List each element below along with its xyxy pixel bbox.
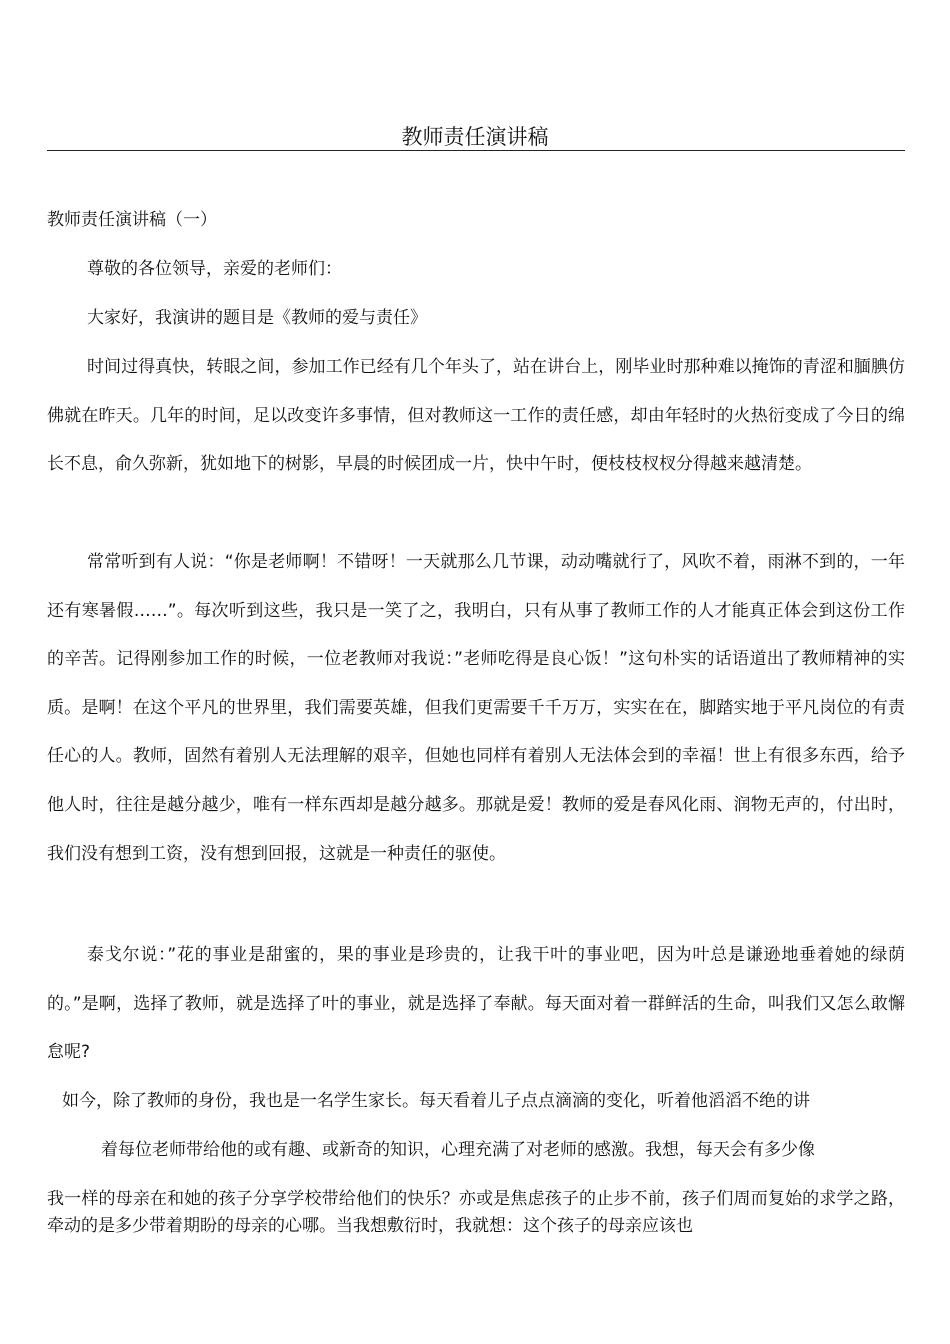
body-paragraph-time: 时间过得真快，转眼之间，参加工作已经有几个年头了，站在讲台上，刚毕业时那种难以掩饰的青涩和腼腆仿佛就在昨天。几年的时间，足以改变许多事情，但对教师这一工作的责任感，却由年轻时的火热衍变成了今日的绵长不息，俞久弥新，犹如地下的树影，早晨的时候团成一片，快中午时，便枝枝杈杈分得越来越清楚。 (47, 357, 905, 475)
greeting-paragraph: 大家好，我演讲的题目是《教师的爱与责任》 (87, 308, 427, 328)
body-paragraph-parent-line1: 如今，除了教师的身份，我也是一名学生家长。每天看着儿子点点滴滴的变化，听着他滔滔不绝的讲 (62, 1091, 810, 1111)
body-paragraph-responsibility: 常常听到有人说：“你是老师啊！不错呀！一天就那么几节课，动动嘴就行了，风吹不着，雨淋不到的，一年还有寒暑假……”。每次听到这些，我只是一笑了之，我明白，只有从事了教师工作的人才能真正体会到这份工作的辛苦。记得刚参加工作的时候，一位老教师对我说：”老师吃得是良心饭！”这句朴实的话语道出了教师精神的实质。是啊！在这个平凡的世界里，我们需要英雄，但我们更需要千千万万，实实在在，脚踏实地于平凡岗位的有责任心的人。教师，固然有着别人无法理解的艰辛，但她也同样有着别人无法体会到的幸福！世上有很多东西，给予他人时，往往是越分越少，唯有一样东西却是越分越多。那就是爱！教师的爱是春风化雨、润物无声的，付出时，我们没有想到工资，没有想到回报，这就是一种责任的驱使。 (47, 552, 905, 864)
section-heading: 教师责任演讲稿（一） (47, 210, 217, 230)
body-paragraph-parent-line2: 着每位老师带给他的或有趣、或新奇的知识，心理充满了对老师的感激。我想，每天会有多少像 (101, 1140, 815, 1160)
salutation-paragraph: 尊敬的各位领导，亲爱的老师们： (87, 259, 342, 279)
document-title: 教师责任演讲稿 (401, 125, 549, 149)
body-paragraph-tagore: 泰戈尔说：”花的事业是甜蜜的，果的事业是珍贵的，让我干叶的事业吧，因为叶总是谦逊地垂着她的绿荫的。”是啊，选择了教师，就是选择了叶的事业，就是选择了奉献。每天面对着一群鲜活的生命，叫我们又怎么敢懈怠呢? (47, 945, 905, 1063)
title-underline (47, 150, 905, 151)
body-paragraph-parent-line3: 我一样的母亲在和她的孩子分享学校带给他们的快乐？亦或是焦虑孩子的止步不前，孩子们周而复始的求学之路，牵动的是多少带着期盼的母亲的心哪。当我想敷衍时，我就想：这个孩子的母亲应该也 (47, 1189, 905, 1236)
